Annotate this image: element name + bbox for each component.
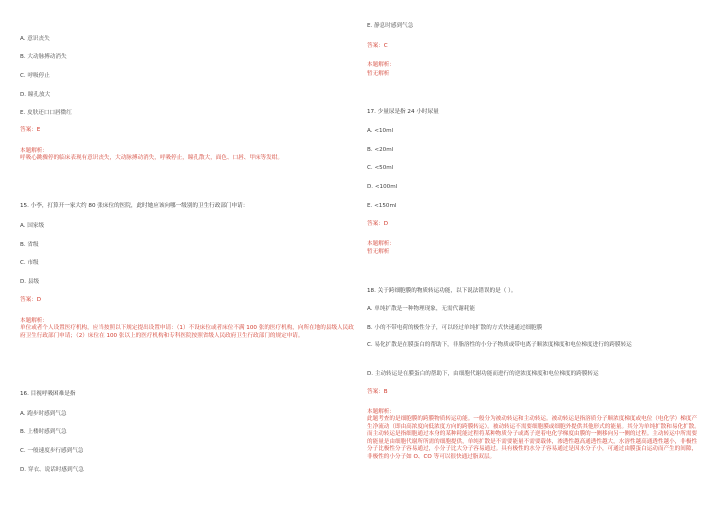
option-b: B. 上楼时感到气急	[20, 429, 67, 435]
question-stem: 15. 小李，打算开一家大约 80 张床位的医院，此时她应该向哪一级别的卫生行政部门申请：	[20, 203, 249, 209]
answer: 答案：C	[367, 43, 388, 49]
analysis-text: 呼吸心跳骤停的临床表现有意识丧失，大动脉搏动消失，呼吸停止，瞳孔散大，面色、口唇、甲床等发绀。	[20, 155, 283, 161]
option-d: D. 瞳孔放大	[20, 92, 51, 98]
analysis-text: 此题考查的是细胞膜的跨膜物质转运功能。一般分为被动转运和主动转运。被动转运是指溶质分子顺浓度梯度或电位（电化学）梯度产生净流动（即由高浓度向低浓度方向的跨膜转运）。被动转运不需要细胞膜或细胞外提供其他形式的能量。其分为单纯扩散和易化扩散。而主动转运是指细胞通过本身的某种耗能过程将某种物质分子或离子逆着电化学梯度由膜的一侧移向另一侧的过程。主动转运中所需要的能量是由细胞代谢所所需的细胞提供，单纯扩散是不需要能量不需要载体，渗透性越高通透性越大，水溶性越高通透性越小，非极性分子比极性分子容易通过，小分子比大分子容易通过。具有极性的水分子容易通过是因水分子小，可通过由膜蛋白运动而产生的间隙，非极性的小分子如 O、CO 等可以很快通过脂双层。	[367, 416, 700, 460]
question-stem: 16. 目视呼吸困难是指	[20, 391, 76, 397]
question-stem: 17. 少量尿是指 24 小时尿量	[367, 109, 439, 115]
option-b: B. 省级	[20, 242, 39, 248]
option-b: B. 大动脉搏动消失	[20, 54, 67, 60]
analysis-text: 单位或者个人设置医疗机构，应当按照以下规定提出设置申请：（1）不设床位或者床位不满 100 张的医疗机构，向所在地的县级人民政府卫生行政部门申请；（2）床位在 100 张以上的医疗机构和专科医院按照省级人民政府卫生行政部门的规定申请。	[20, 325, 354, 339]
option-c: C. <50ml	[367, 165, 394, 171]
answer: 答案：E	[20, 127, 41, 133]
option-a: A. 意识丧失	[20, 36, 50, 42]
option-e: E. 静息时感到气急	[367, 23, 414, 29]
option-e: E. <150ml	[367, 203, 397, 209]
answer: 答案：D	[367, 221, 389, 227]
analysis-label: 本题解析：	[367, 409, 395, 415]
option-e: E. 皮肤还口口唇微红	[20, 110, 72, 116]
analysis-label: 本题解析：	[20, 318, 48, 324]
option-a: A. 国家级	[20, 223, 45, 229]
option-c: C. 市级	[20, 260, 39, 266]
option-d: D. 县级	[20, 279, 40, 285]
option-a: A. 跑步时感到气急	[20, 411, 67, 417]
question-stem: 18. 关于跨细胞膜的物质转运功能，以下说法错误的是（ ）。	[367, 288, 517, 294]
analysis-text: 暂无解析	[367, 249, 390, 255]
option-b: B. 小的不带电荷的极性分子，可以经过单纯扩散的方式快速通过细胞膜	[367, 325, 543, 331]
analysis-label: 本题解析：	[367, 62, 395, 68]
answer: 答案：B	[367, 389, 388, 395]
answer: 答案：D	[20, 297, 42, 303]
option-b: B. <20ml	[367, 147, 394, 153]
option-a: A. <10ml	[367, 128, 394, 134]
option-c: C. 呼吸停止	[20, 73, 50, 79]
analysis-label: 本题解析：	[20, 148, 48, 154]
analysis-label: 本题解析：	[367, 241, 395, 247]
option-d: D. <100ml	[367, 184, 398, 190]
option-c: C. 一般速度步行感到气急	[20, 448, 84, 454]
option-d: D. 主动转运是在膜蛋白的帮助下，由细胞代谢功能而进行的逆浓度梯度和电位梯度的跨膜转运	[367, 371, 599, 377]
option-c: C. 易化扩散是在膜蛋白的帮助下，非脂溶性的小分子物质或带电离子顺浓度梯度和电位梯度进行的跨膜转运	[367, 342, 632, 348]
analysis-text: 暂无解析	[367, 71, 390, 77]
option-a: A. 单纯扩散是一种物理现象，无需代谢耗能	[367, 306, 475, 312]
option-d: D. 穿衣、说话时感到气急	[20, 467, 84, 473]
